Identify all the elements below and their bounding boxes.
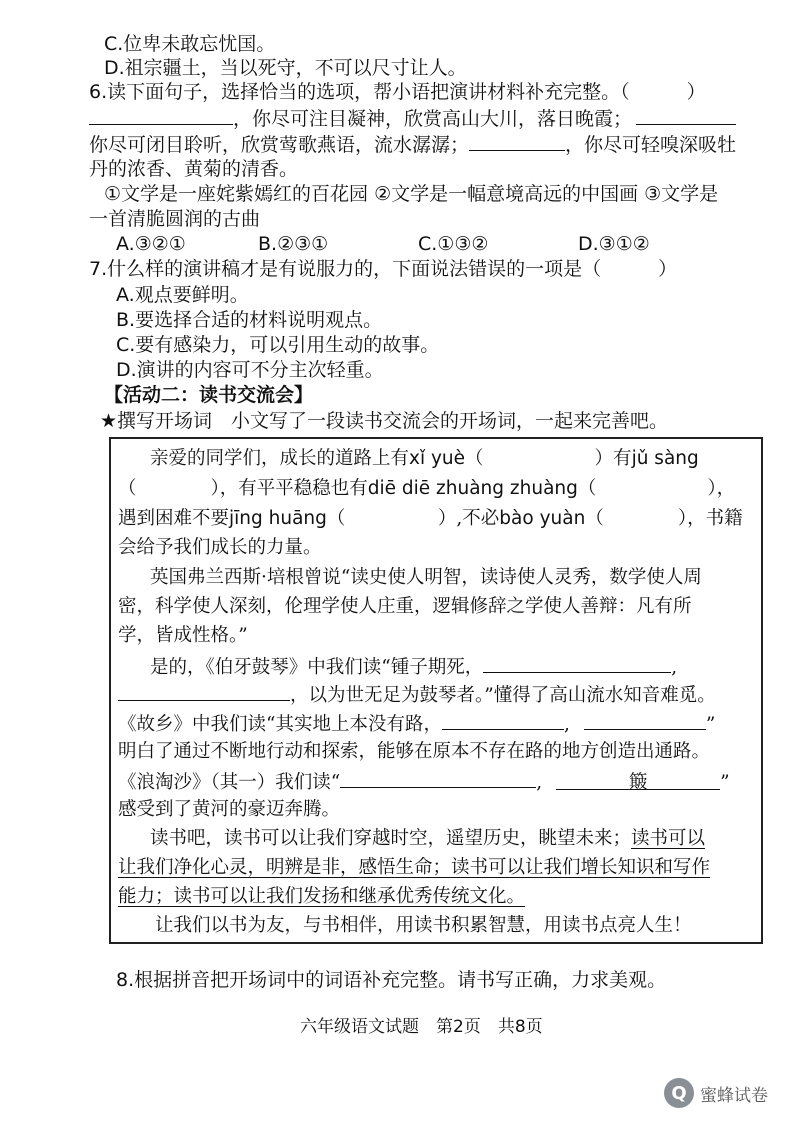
blank-boyaguqin-1[interactable] [483, 654, 671, 673]
box-p6-l1-b: 读书可以 [631, 828, 706, 849]
q7-option-c[interactable]: C.要有感染力，可以引用生动的故事。 [116, 334, 440, 356]
box-p4-line1: 《故乡》中我们读“其实地上本没有路， , ” [118, 711, 715, 737]
blank-langtaosha-1[interactable] [340, 769, 536, 788]
box-p5-line1: 《浪淘沙》（其一）我们读“ , 簸 ” [118, 769, 730, 795]
q6-choice-b[interactable]: B.②③① [258, 233, 329, 255]
pinyin-ju-sang: jǔ sàng [631, 448, 699, 469]
box-p1-line2 [118, 477, 735, 501]
box-p6-line1 [150, 827, 705, 851]
watermark-text: 蜜蜂试卷 [700, 1085, 768, 1106]
watermark-logo-icon: Q [664, 1078, 694, 1108]
q6-line2-b: ，你尽可轻嗅深吸牡 [565, 134, 737, 156]
page-footer: 六年级语文试题 第2页 共8页 [300, 1017, 543, 1037]
q6-blank-2[interactable] [636, 106, 736, 125]
box-p3-l1-text: 是的，《伯牙鼓琴》中我们读“锺子期死， [150, 657, 484, 678]
activity2-task: ★撰写开场词 小文写了一段读书交流会的开场词，一起来完善吧。 [100, 410, 669, 432]
box-p1-l1-a: 亲爱的同学们，成长的道路上有 [150, 448, 410, 469]
q6-stem: 6.读下面句子，选择恰当的选项，帮小语把演讲材料补充完整。（ ） [89, 81, 706, 103]
box-p6-line2: 让我们净化心灵，明辨是非，感悟生命；读书可以让我们增长知识和写作 [118, 857, 711, 878]
blank-langtaosha-2[interactable] [556, 771, 720, 793]
q6-line1 [89, 106, 736, 131]
box-p3-l2-text: ，以为世无足为鼓琴者。”懂得了高山流水知音难觅。 [290, 685, 716, 706]
q5-option-c: C.位卑未敢忘忧国。 [104, 33, 276, 55]
answer-die-die-zhuang-zhuang[interactable]: （ ）， [577, 478, 736, 499]
answer-ju-sang[interactable]: （ ），有平平稳稳也有 [118, 478, 368, 499]
answer-bao-yuan[interactable]: （ ），书籍 [585, 508, 743, 529]
box-p5-l1-text: 《浪淘沙》（其一）我们读“ [118, 772, 341, 793]
q6-line2 [89, 132, 736, 157]
q6-line3: 丹的浓香、黄菊的清香。 [89, 158, 299, 180]
answer-jing-huang[interactable]: （ ）,不必 [326, 508, 500, 529]
q5-option-d: D.祖宗疆土，当以死守，不可以尺寸让人。 [104, 57, 467, 79]
pinyin-jing-huang: jīng huāng [229, 508, 327, 529]
box-p1-line3 [118, 507, 743, 531]
activity2-heading: 【活动二：读书交流会】 [104, 384, 314, 406]
blank-guxiang-2[interactable] [584, 711, 706, 730]
box-p2-line1: 英国弗兰西斯·培根曾说“读史使人明智，读诗使人灵秀，数学使人周 [150, 567, 702, 588]
box-p3-line1: 是的，《伯牙鼓琴》中我们读“锺子期死， , [150, 654, 677, 680]
q6-line1-text: ，你尽可注目凝神，欣赏高山大川，落日晚霞； [233, 108, 633, 130]
watermark [664, 1078, 768, 1108]
q7-stem: 7.什么样的演讲稿才是有说服力的，下面说法错误的一项是（ ） [89, 258, 678, 280]
q7-option-d[interactable]: D.演讲的内容可不分主次轻重。 [116, 359, 384, 381]
q6-options-line1: ①文学是一座姹紫嫣红的百花园 ②文学是一幅意境高远的中国画 ③文学是 [104, 183, 719, 205]
blank-boyaguqin-2[interactable] [118, 682, 290, 701]
q6-choice-d[interactable]: D.③①② [578, 233, 650, 255]
box-p2-line2: 密，科学使人深刻，伦理学使人庄重，逻辑修辞之学使人善辩：凡有所 [118, 596, 692, 617]
q6-choice-a[interactable]: A.③②① [116, 233, 186, 255]
box-p3-line2 [118, 682, 716, 708]
q7-option-b[interactable]: B.要选择合适的材料说明观点。 [116, 309, 383, 331]
box-p5-line2: 感受到了黄河的豪迈奔腾。 [118, 799, 341, 820]
blank-guxiang-1[interactable] [442, 711, 564, 730]
box-p1-l3-a: 遇到困难不要 [118, 508, 230, 529]
box-p1-line4: 会给予我们成长的力量。 [118, 537, 322, 558]
hint-char-bo: 簸 [628, 772, 648, 793]
pinyin-die-die-zhuang-zhuang: diē diē zhuàng zhuàng [367, 478, 578, 499]
answer-xi-yue[interactable]: （ ）有 [465, 448, 632, 469]
box-p1-line1 [150, 447, 699, 471]
pinyin-bao-yuan: bào yuàn [499, 508, 586, 529]
q8-stem: 8.根据拼音把开场词中的词语补充完整。请书写正确，力求美观。 [116, 969, 667, 991]
q6-choice-c[interactable]: C.①③② [418, 233, 489, 255]
box-p7: 让我们以书为友，与书相伴，用读书积累智慧，用读书点亮人生！ [155, 915, 692, 936]
box-p6-line3: 能力；读书可以让我们发扬和继承优秀传统文化。 [118, 886, 526, 907]
q6-line2-a: 你尽可闭目聆听，欣赏莺歌燕语，流水潺潺； [89, 134, 470, 156]
box-p4-line2: 明白了通过不断地行动和探索，能够在原本不存在路的地方创造出通路。 [118, 741, 711, 762]
q6-options-line2: 一首清脆圆润的古曲 [89, 208, 261, 230]
box-p2-line3: 学，皆成性格。” [118, 625, 248, 646]
q7-option-a[interactable]: A.观点要鲜明。 [116, 284, 249, 306]
q6-blank-3[interactable] [469, 132, 565, 151]
q6-blank-1[interactable] [89, 106, 233, 125]
pinyin-xi-yue: xǐ yuè [409, 448, 466, 469]
box-p6-l1-a: 读书吧，读书可以让我们穿越时空，遥望历史，眺望未来； [150, 828, 632, 849]
box-p4-l1-text: 《故乡》中我们读“其实地上本没有路， [118, 714, 442, 735]
